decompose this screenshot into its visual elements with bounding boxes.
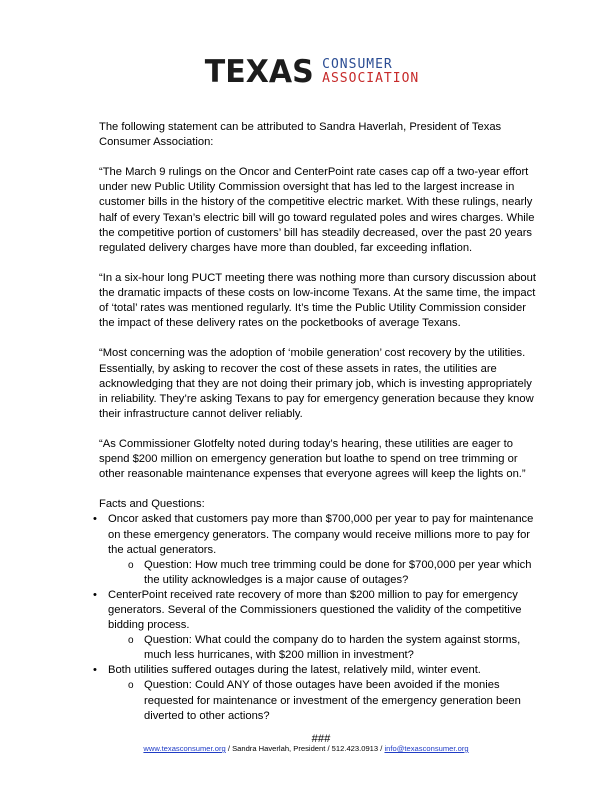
- quote-paragraph-3: “Most concerning was the adoption of ‘mobile generation’ cost recovery by the utilities. Essentially, by asking to recover the cost of these assets in rates, the utilities are acknowledging that they are not doing their primary job, which is investing appropriately in reliability. They’re asking Texans to pay for emergency generation because they know their infrastructure cannot deliver reliably.: [99, 347, 534, 420]
- question-list: [108, 678, 539, 723]
- question-item: o Question: How much tree trimming could be done for $700,000 per year which the utility acknowledges is a major cause of outages?: [144, 558, 539, 588]
- statement-body: [99, 120, 539, 747]
- logo-word-texas: TEXAS: [204, 53, 314, 91]
- question-item: o Question: Could ANY of those outages have been avoided if the monies requested for maintenance or investment of the emergency generation been diverted to other actions?: [144, 678, 539, 723]
- fact-text: Oncor asked that customers pay more than $700,000 per year to pay for maintenance on these emergency generators. The company would receive millions more to pay for the actual generators.: [108, 513, 534, 556]
- end-mark: ###: [311, 732, 331, 745]
- email-link[interactable]: info@texasconsumer.org: [384, 744, 469, 753]
- quote-paragraph-2: “In a six-hour long PUCT meeting there was nothing more than cursory discussion about the dramatic impacts of these costs on low-income Texans. At the same time, the impact of ‘total’ rates was mentioned regularly. It’s time the Public Utility Commission consider the impact of these delivery rates on the pocketbooks of average Texans.: [99, 271, 536, 330]
- footer-contact-text: / Sandra Haverlah, President / 512.423.0913 /: [225, 744, 385, 753]
- fact-item: [99, 663, 539, 723]
- website-link[interactable]: www.texasconsumer.org: [143, 744, 226, 753]
- fact-item: [99, 588, 539, 663]
- quote-paragraph-4: “As Commissioner Glotfelty noted during today’s hearing, these utilities are eager to spend $200 million on emergency generation but loathe to spend on tree trimming or other reasonable maintenance expenses that everyone agrees will keep the lights on.”: [99, 437, 526, 481]
- footer: [0, 744, 612, 754]
- logo-mark: [204, 53, 420, 91]
- logo-word-consumer: CONSUMER: [322, 57, 393, 72]
- question-list: [108, 633, 539, 663]
- quote-paragraph-1: “The March 9 rulings on the Oncor and CenterPoint rate cases cap off a two-year effort under new Public Utility Commission oversight that has led to the largest increase in customer bills in the history of the competitive electric market. With these rulings, nearly half of every Texan’s electric bill will go toward regulated poles and wires charges. While the competitive portion of customers’ bill has steadily decreased, over the past 20 years regulated delivery charges have more than doubled, far exceeding inflation.: [99, 166, 535, 254]
- intro-paragraph: The following statement can be attributed to Sandra Haverlah, President of Texas Consumer Association:: [99, 121, 502, 149]
- question-list: [108, 558, 539, 588]
- fact-text: CenterPoint received rate recovery of more than $200 million to pay for emergency generators. Several of the Commissioners questioned the validity of the competitive bidding process.: [108, 588, 522, 632]
- facts-list: [99, 512, 539, 723]
- question-item: o Question: What could the company do to harden the system against storms, much less hurricanes, with $200 million in investment?: [144, 633, 539, 663]
- facts-heading: Facts and Questions:: [99, 498, 205, 511]
- logo: [0, 53, 612, 91]
- fact-item: [99, 512, 539, 587]
- fact-text: Both utilities suffered outages during the latest, relatively mild, winter event.: [108, 664, 481, 677]
- logo-subtitle: [322, 56, 419, 86]
- logo-word-association: ASSOCIATION: [322, 71, 420, 86]
